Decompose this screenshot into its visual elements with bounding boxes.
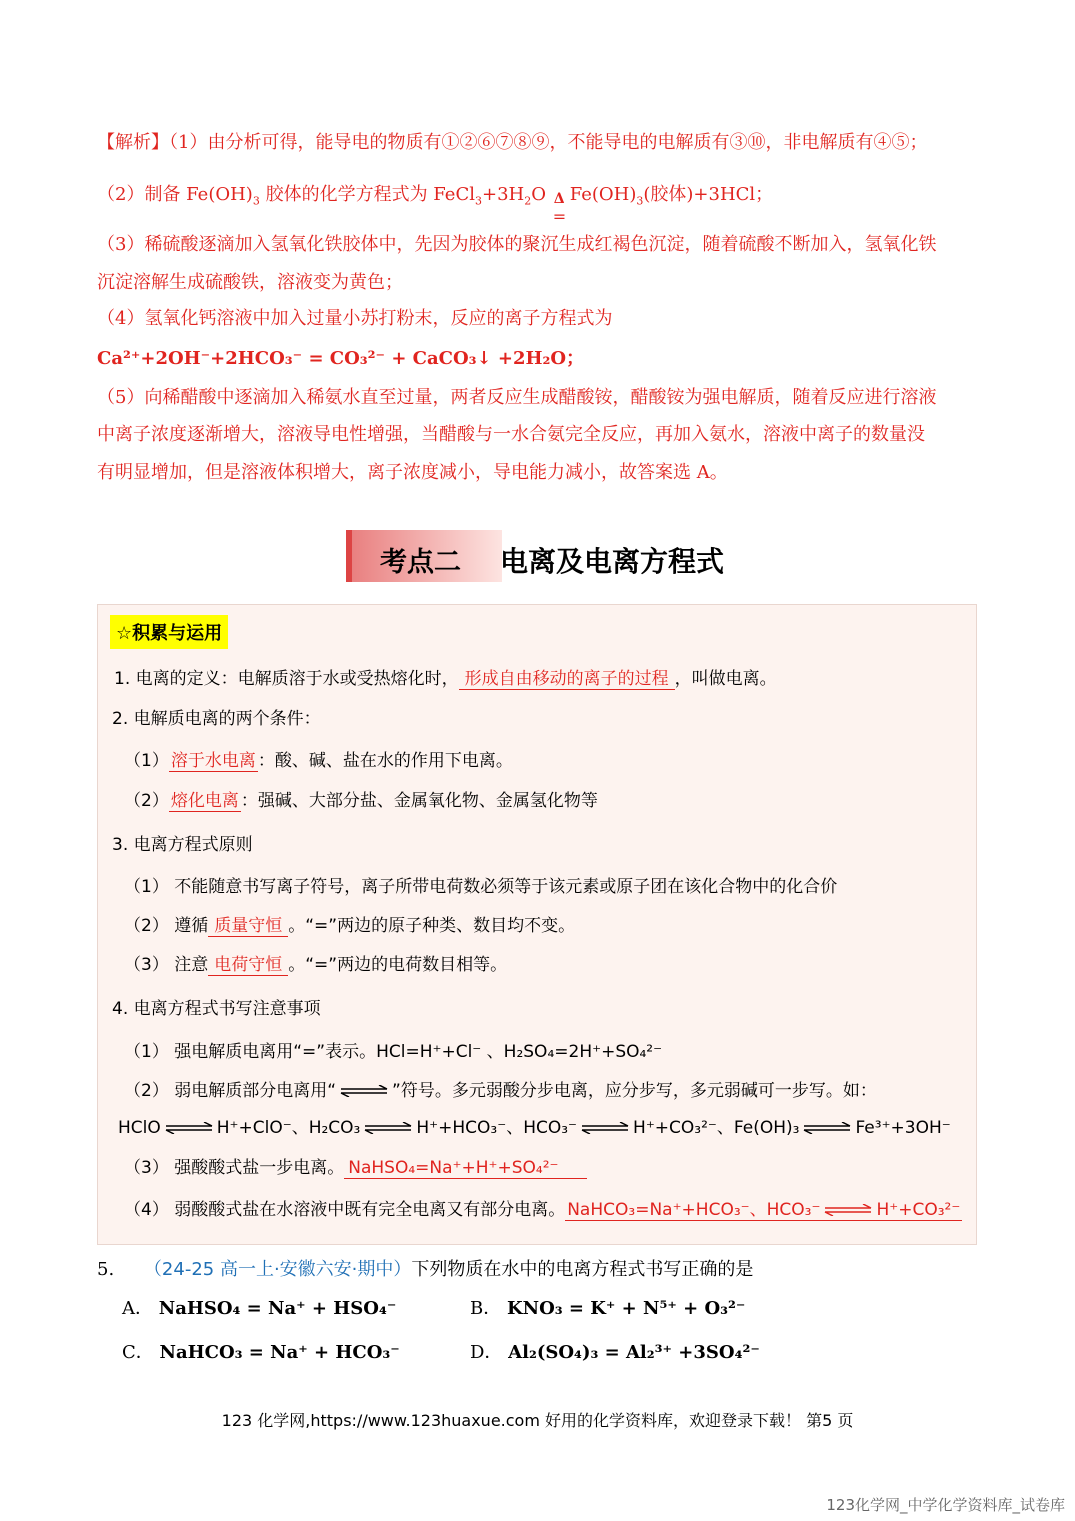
blank-answer-1: 形成自由移动的离子的过程 — [459, 669, 675, 690]
analysis-line-3a: （3）稀硫酸逐滴加入氢氧化铁胶体中，先因为胶体的聚沉生成红褐色沉淀，随着硫酸不断加入，氢氧化铁 — [97, 234, 937, 255]
analysis-equation: Ca²⁺+2OH⁻+2HCO₃⁻ = CO₃²⁻ + CaCO₃↓ +2H₂O； — [97, 348, 585, 369]
blank-answer-2: 溶于水电离 — [170, 751, 256, 771]
panel-line-12: HClO H⁺+ClO⁻、H₂CO₃ H⁺+HCO₃⁻、HCO₃⁻ H⁺+CO₃²⁻、Fe(OH)₃ Fe³⁺+3OH⁻ — [118, 1118, 951, 1138]
section-label: 考点二 — [380, 547, 461, 578]
reversible-arrow-icon — [802, 1122, 852, 1134]
analysis-line-5b: 中离子浓度逐渐增大，溶液导电性增强，当醋酸与一水合氨完全反应，再加入氨水，溶液中离子的数量没 — [97, 424, 925, 445]
panel-line-4: （2） 熔化电离 ：强碱、大部分盐、金属氧化物、金属氢化物等 — [124, 791, 598, 811]
blank-answer-6: NaHSO₄=Na⁺+H⁺+SO₄²⁻ — [344, 1158, 586, 1179]
panel-line-14: （4） 弱酸酸式盐在水溶液中既有完全电离又有部分电离。 NaHCO₃=Na⁺+HCO₃⁻、HCO₃⁻ H⁺+CO₃²⁻ — [124, 1200, 961, 1220]
question-5: 5. （24-25 高一上·安徽六安·期中）下列物质在水中的电离方程式书写正确的是 — [97, 1259, 754, 1280]
panel-line-13: （3） 强酸酸式盐一步电离。 NaHSO₄=Na⁺+H⁺+SO₄²⁻ — [124, 1156, 587, 1180]
reversible-arrow-icon — [339, 1085, 389, 1097]
analysis-line-3b: 沉淀溶解生成硫酸铁，溶液变为黄色； — [97, 272, 403, 293]
delta-symbol: Δ — [553, 191, 565, 207]
option-d: D． Al₂(SO₄)₃ = Al₂³⁺ +3SO₄²⁻ — [470, 1342, 760, 1363]
panel-line-5: 3. 电离方程式原则 — [112, 835, 253, 855]
reversible-arrow-icon — [580, 1122, 630, 1134]
panel-line-3: （1） 溶于水电离 ：酸、碱、盐在水的作用下电离。 — [124, 751, 513, 771]
panel-line-2: 2. 电解质电离的两个条件： — [112, 709, 321, 729]
question-source: （24-25 高一上·安徽六安·期中） — [143, 1259, 412, 1280]
reversible-arrow-icon — [164, 1122, 214, 1134]
blank-answer-7: NaHCO₃=Na⁺+HCO₃⁻、HCO₃⁻ H⁺+CO₃²⁻ — [567, 1200, 961, 1220]
panel-line-10: （1） 强电解质电离用“=”表示。HCl=H⁺+Cl⁻ 、H₂SO₄=2H⁺+SO₄²⁻ — [124, 1042, 663, 1062]
section-title: 电离及电离方程式 — [500, 545, 725, 578]
panel-line-8: （3） 注意 电荷守恒 。“=”两边的电荷数目相等。 — [124, 955, 508, 975]
option-c: C． NaHCO₃ = Na⁺ + HCO₃⁻ — [122, 1342, 400, 1363]
panel-line-7: （2） 遵循 质量守恒 。“=”两边的原子种类、数目均不变。 — [124, 916, 576, 936]
panel-line-1: 1. 电离的定义：电解质溶于水或受热熔化时， 形成自由移动的离子的过程 ，叫做电离。 — [114, 669, 777, 689]
corner-watermark: 123化学网_中学化学资料库_试卷库 — [826, 1496, 1065, 1514]
analysis-line-5a: （5）向稀醋酸中逐滴加入稀氨水直至过量，两者反应生成醋酸铵，醋酸铵为强电解质，随着反应进行溶液 — [97, 387, 937, 408]
reversible-arrow-icon — [363, 1122, 413, 1134]
analysis-line-1: 【解析】（1）由分析可得，能导电的物质有①②⑥⑦⑧⑨，不能导电的电解质有③⑩，非电解质有④⑤； — [97, 132, 928, 153]
section-label-box — [346, 530, 502, 582]
panel-line-6: （1） 不能随意书写离子符号，离子所带电荷数必须等于该元素或原子团在该化合物中的化合价 — [124, 877, 838, 897]
blank-answer-4: 质量守恒 — [208, 916, 288, 937]
analysis-line-4: （4）氢氧化钙溶液中加入过量小苏打粉末，反应的离子方程式为 — [97, 308, 613, 329]
panel-line-9: 4. 电离方程式书写注意事项 — [112, 999, 321, 1019]
page-footer: 123 化学网,https://www.123huaxue.com 好用的化学资料库，欢迎登录下载！ 第5 页 — [221, 1411, 854, 1430]
panel-badge: ☆积累与运用 — [110, 615, 228, 649]
analysis-line-2: （2）制备 $Fe(OH)_3$ 胶体的化学方程式为 $FeCl_3+3H_2O$ Δ = $Fe(OH)_3$(胶体)+3HCl； — [97, 184, 774, 226]
blank-answer-3: 熔化电离 — [170, 791, 239, 811]
reversible-arrow-icon — [823, 1204, 873, 1216]
summary-panel — [97, 604, 977, 1245]
analysis-line-5c: 有明显增加，但是溶液体积增大，离子浓度减小，导电能力减小，故答案选 A。 — [97, 462, 728, 483]
blank-answer-5: 电荷守恒 — [208, 955, 288, 976]
option-b: B． KNO₃ = K⁺ + N⁵⁺ + O₃²⁻ — [470, 1298, 746, 1319]
option-a: A． NaHSO₄ = Na⁺ + HSO₄⁻ — [122, 1298, 397, 1319]
panel-line-11: （2） 弱电解质部分电离用“ ”符号。多元弱酸分步电离，应分步写，多元弱碱可一步写。如： — [124, 1081, 877, 1101]
